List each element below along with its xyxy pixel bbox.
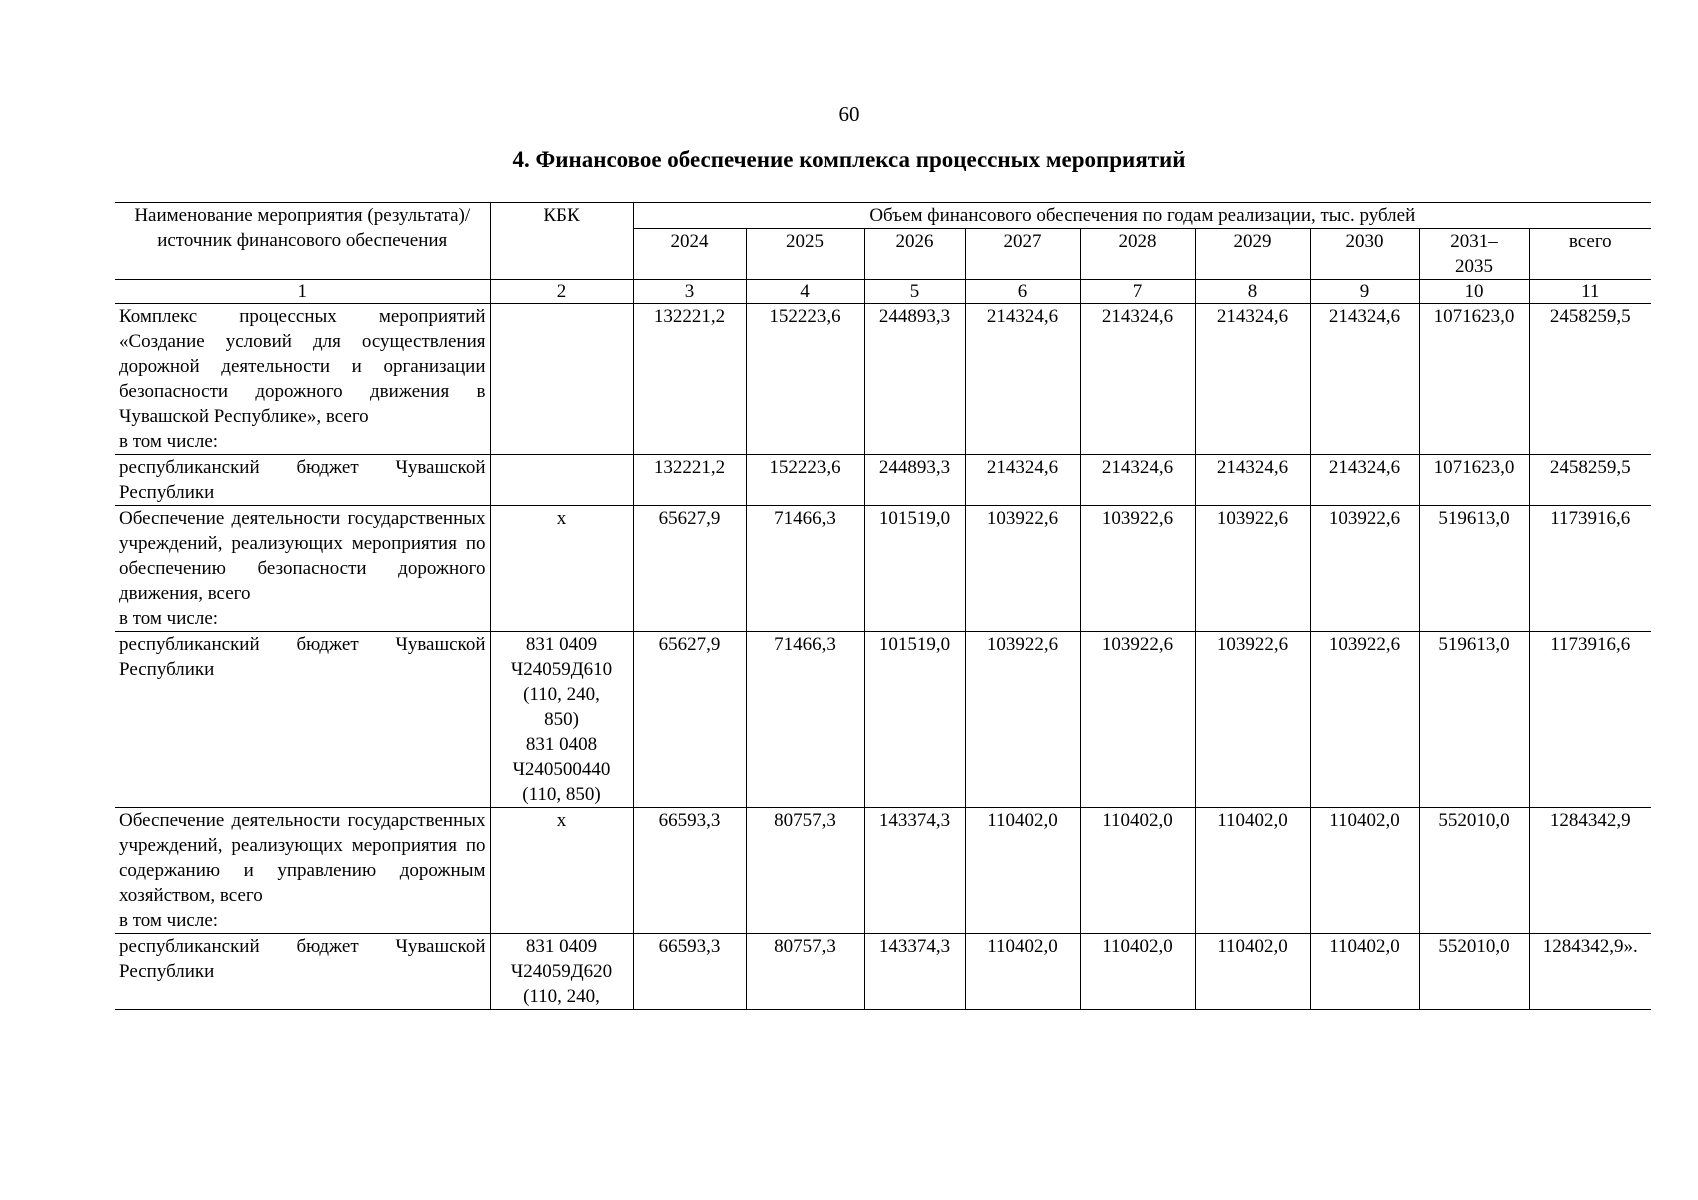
row-value: 1071623,0 <box>1419 455 1529 506</box>
row-value: 132221,2 <box>633 304 746 455</box>
column-number-5: 5 <box>864 280 965 304</box>
row-value: 143374,3 <box>864 808 965 934</box>
table-row <box>115 506 1651 632</box>
row-kbk: х <box>490 808 633 934</box>
row-value: 80757,3 <box>746 934 864 1010</box>
column-number-7: 7 <box>1080 280 1195 304</box>
row-value: 152223,6 <box>746 304 864 455</box>
row-name: Обеспечение деятельности государственных учреждений, реализующих мероприятия по обеспечению безопасности дорожного движения, всего в том числе: <box>115 506 490 632</box>
row-value: 103922,6 <box>1080 632 1195 808</box>
row-value: 143374,3 <box>864 934 965 1010</box>
row-value: 214324,6 <box>965 455 1080 506</box>
table-row <box>115 455 1651 506</box>
row-value: 66593,3 <box>633 808 746 934</box>
row-value: 214324,6 <box>1080 304 1195 455</box>
row-value: 101519,0 <box>864 632 965 808</box>
row-name: республиканский бюджет Чувашской Республики <box>115 632 490 808</box>
row-value: 2458259,5 <box>1529 455 1651 506</box>
row-value: 103922,6 <box>965 632 1080 808</box>
column-number-6: 6 <box>965 280 1080 304</box>
header-year-3: 2027 <box>965 229 1080 280</box>
header-year-6: 2030 <box>1310 229 1419 280</box>
row-value: 110402,0 <box>1310 808 1419 934</box>
column-number-2: 2 <box>490 280 633 304</box>
row-value: 110402,0 <box>1195 808 1310 934</box>
column-number-1: 1 <box>115 280 490 304</box>
row-value: 80757,3 <box>746 808 864 934</box>
row-value: 152223,6 <box>746 455 864 506</box>
row-value: 1284342,9 <box>1529 808 1651 934</box>
row-value: 519613,0 <box>1419 632 1529 808</box>
header-name-column: Наименование мероприятия (результата)/источник финансового обеспечения <box>115 203 490 280</box>
row-value: 110402,0 <box>965 808 1080 934</box>
row-value: 214324,6 <box>1195 455 1310 506</box>
row-value: 214324,6 <box>1080 455 1195 506</box>
row-value: 110402,0 <box>1310 934 1419 1010</box>
row-value: 66593,3 <box>633 934 746 1010</box>
row-value: 1173916,6 <box>1529 506 1651 632</box>
row-value: 2458259,5 <box>1529 304 1651 455</box>
row-kbk <box>490 455 633 506</box>
header-volume-group: Объем финансового обеспечения по годам реализации, тыс. рублей <box>633 203 1651 229</box>
row-value: 214324,6 <box>965 304 1080 455</box>
header-year-5: 2029 <box>1195 229 1310 280</box>
table-row <box>115 934 1651 1010</box>
row-value: 552010,0 <box>1419 808 1529 934</box>
row-name: Комплекс процессных мероприятий «Создание условий для осуществления дорожной деятельности и организации безопасности дорожного движения в Чувашской Республике», всего в том числе: <box>115 304 490 455</box>
header-year-8: всего <box>1529 229 1651 280</box>
row-value: 110402,0 <box>965 934 1080 1010</box>
table-row <box>115 808 1651 934</box>
row-value: 132221,2 <box>633 455 746 506</box>
header-year-7: 2031– 2035 <box>1419 229 1529 280</box>
row-value: 1284342,9». <box>1529 934 1651 1010</box>
header-kbk-column: КБК <box>490 203 633 280</box>
row-value: 103922,6 <box>1080 506 1195 632</box>
table-row <box>115 632 1651 808</box>
row-kbk: 831 0409 Ч24059Д620 (110, 240, <box>490 934 633 1010</box>
row-value: 214324,6 <box>1310 304 1419 455</box>
row-value: 65627,9 <box>633 506 746 632</box>
row-value: 110402,0 <box>1080 808 1195 934</box>
header-year-0: 2024 <box>633 229 746 280</box>
row-value: 103922,6 <box>965 506 1080 632</box>
row-value: 214324,6 <box>1195 304 1310 455</box>
row-value: 244893,3 <box>864 304 965 455</box>
row-value: 244893,3 <box>864 455 965 506</box>
column-number-3: 3 <box>633 280 746 304</box>
table-row <box>115 304 1651 455</box>
row-value: 519613,0 <box>1419 506 1529 632</box>
header-year-1: 2025 <box>746 229 864 280</box>
row-value: 103922,6 <box>1310 632 1419 808</box>
column-number-11: 11 <box>1529 280 1651 304</box>
row-value: 110402,0 <box>1080 934 1195 1010</box>
row-value: 552010,0 <box>1419 934 1529 1010</box>
row-value: 103922,6 <box>1195 506 1310 632</box>
header-year-2: 2026 <box>864 229 965 280</box>
header-row-numbers <box>115 280 1651 304</box>
column-number-4: 4 <box>746 280 864 304</box>
financing-table <box>115 202 1651 1010</box>
row-name: республиканский бюджет Чувашской Республики <box>115 455 490 506</box>
row-kbk: 831 0409 Ч24059Д610 (110, 240, 850) 831 0408 Ч240500440 (110, 850) <box>490 632 633 808</box>
row-value: 101519,0 <box>864 506 965 632</box>
row-value: 71466,3 <box>746 632 864 808</box>
row-value: 1173916,6 <box>1529 632 1651 808</box>
row-value: 103922,6 <box>1310 506 1419 632</box>
row-kbk <box>490 304 633 455</box>
row-name: республиканский бюджет Чувашской Республики <box>115 934 490 1010</box>
row-value: 65627,9 <box>633 632 746 808</box>
row-value: 110402,0 <box>1195 934 1310 1010</box>
row-value: 214324,6 <box>1310 455 1419 506</box>
row-value: 103922,6 <box>1195 632 1310 808</box>
row-value: 1071623,0 <box>1419 304 1529 455</box>
page-number: 60 <box>838 102 860 126</box>
column-number-10: 10 <box>1419 280 1529 304</box>
row-name: Обеспечение деятельности государственных учреждений, реализующих мероприятия по содержанию и управлению дорожным хозяйством, всего в том числе: <box>115 808 490 934</box>
column-number-8: 8 <box>1195 280 1310 304</box>
page-title: 4. Финансовое обеспечение комплекса процессных мероприятий <box>512 147 1186 172</box>
header-row-top <box>115 203 1651 229</box>
row-value: 71466,3 <box>746 506 864 632</box>
column-number-9: 9 <box>1310 280 1419 304</box>
row-kbk: х <box>490 506 633 632</box>
header-year-4: 2028 <box>1080 229 1195 280</box>
